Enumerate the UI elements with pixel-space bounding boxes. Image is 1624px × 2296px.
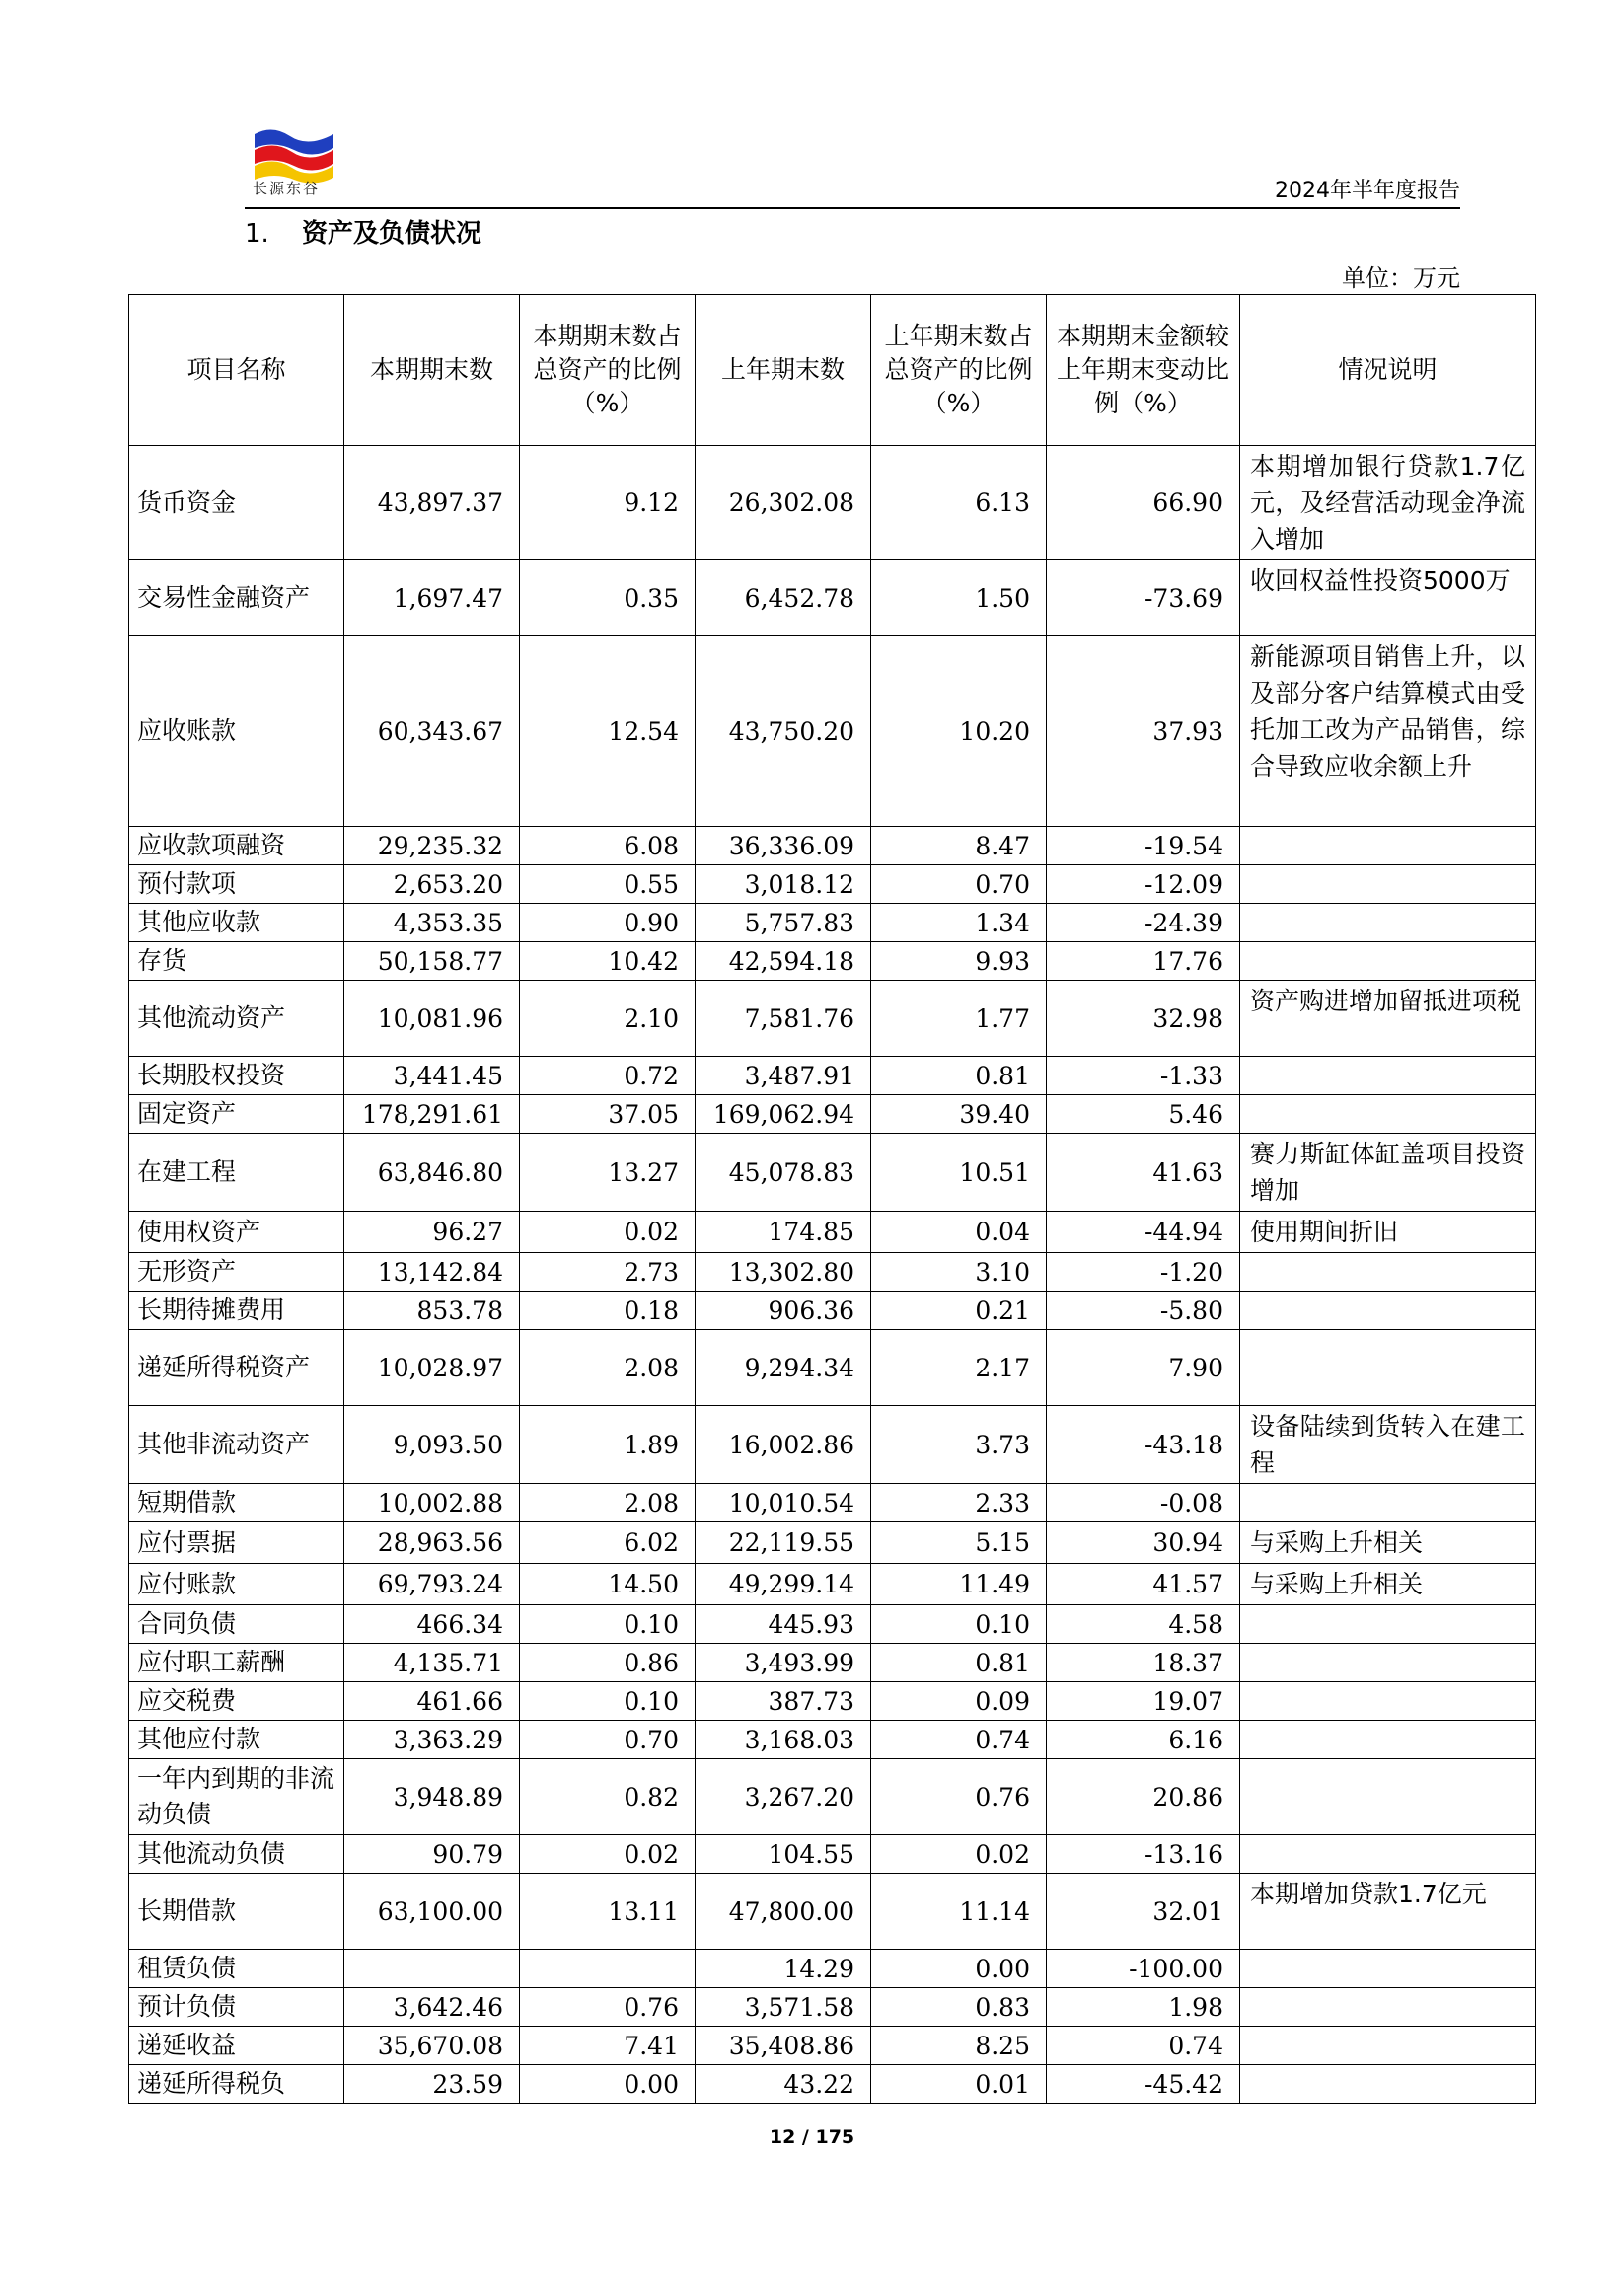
row-current-pct: 6.02 (520, 1522, 696, 1564)
row-change-pct: -1.33 (1047, 1057, 1240, 1095)
section-number: 1. (245, 219, 269, 249)
row-prior-value: 47,800.00 (696, 1874, 871, 1950)
table-row (129, 1988, 1536, 2027)
row-prior-value: 22,119.55 (696, 1522, 871, 1564)
row-prior-pct: 1.77 (871, 981, 1047, 1057)
row-current-pct: 9.12 (520, 446, 696, 560)
row-current-pct: 10.42 (520, 942, 696, 981)
row-change-pct: 37.93 (1047, 636, 1240, 827)
row-current-value: 43,897.37 (344, 446, 520, 560)
row-note (1240, 1330, 1536, 1406)
row-note (1240, 865, 1536, 904)
col-header-current: 本期期末数 (344, 295, 520, 446)
table-row (129, 1057, 1536, 1095)
row-current-value: 60,343.67 (344, 636, 520, 827)
row-prior-value: 104.55 (696, 1835, 871, 1874)
row-prior-value: 42,594.18 (696, 942, 871, 981)
row-prior-value: 3,168.03 (696, 1721, 871, 1759)
row-prior-pct: 9.93 (871, 942, 1047, 981)
row-prior-value: 3,267.20 (696, 1759, 871, 1835)
row-prior-pct: 0.76 (871, 1759, 1047, 1835)
row-change-pct: 17.76 (1047, 942, 1240, 981)
row-item-name: 应付职工薪酬 (129, 1644, 344, 1682)
row-current-pct: 6.08 (520, 827, 696, 865)
row-item-name: 应付票据 (129, 1522, 344, 1564)
row-current-value (344, 1950, 520, 1988)
row-current-value: 853.78 (344, 1292, 520, 1330)
row-prior-value: 35,408.86 (696, 2027, 871, 2065)
row-prior-value: 43.22 (696, 2065, 871, 2104)
row-current-pct: 13.11 (520, 1874, 696, 1950)
row-prior-value: 9,294.34 (696, 1330, 871, 1406)
row-item-name: 长期借款 (129, 1874, 344, 1950)
row-change-pct: 7.90 (1047, 1330, 1240, 1406)
table-row (129, 636, 1536, 827)
row-current-pct: 0.00 (520, 2065, 696, 2104)
row-current-pct: 0.18 (520, 1292, 696, 1330)
row-prior-value: 49,299.14 (696, 1564, 871, 1605)
row-prior-pct: 10.20 (871, 636, 1047, 827)
row-prior-value: 36,336.09 (696, 827, 871, 865)
row-change-pct: -24.39 (1047, 904, 1240, 942)
row-current-value: 90.79 (344, 1835, 520, 1874)
table-row (129, 2065, 1536, 2104)
row-change-pct: 20.86 (1047, 1759, 1240, 1835)
row-item-name: 递延所得税负 (129, 2065, 344, 2104)
row-current-pct: 2.10 (520, 981, 696, 1057)
row-prior-pct: 8.47 (871, 827, 1047, 865)
row-item-name: 递延收益 (129, 2027, 344, 2065)
row-current-value: 63,100.00 (344, 1874, 520, 1950)
row-item-name: 租赁负债 (129, 1950, 344, 1988)
row-prior-pct: 2.17 (871, 1330, 1047, 1406)
row-current-pct: 7.41 (520, 2027, 696, 2065)
row-current-value: 29,235.32 (344, 827, 520, 865)
row-current-value: 10,081.96 (344, 981, 520, 1057)
row-change-pct: -0.08 (1047, 1484, 1240, 1522)
col-header-note: 情况说明 (1240, 295, 1536, 446)
row-current-value: 3,948.89 (344, 1759, 520, 1835)
table-row (129, 981, 1536, 1057)
row-current-value: 63,846.80 (344, 1134, 520, 1212)
row-note: 赛力斯缸体缸盖项目投资增加 (1240, 1134, 1536, 1212)
row-item-name: 预计负债 (129, 1988, 344, 2027)
row-item-name: 其他流动负债 (129, 1835, 344, 1874)
row-note (1240, 1682, 1536, 1721)
row-note (1240, 1835, 1536, 1874)
row-prior-pct: 39.40 (871, 1095, 1047, 1134)
row-current-value: 35,670.08 (344, 2027, 520, 2065)
row-prior-pct: 0.81 (871, 1057, 1047, 1095)
row-prior-value: 45,078.83 (696, 1134, 871, 1212)
row-note (1240, 1095, 1536, 1134)
row-change-pct: -100.00 (1047, 1950, 1240, 1988)
row-note (1240, 942, 1536, 981)
row-change-pct: 41.63 (1047, 1134, 1240, 1212)
row-prior-pct: 11.49 (871, 1564, 1047, 1605)
table-header-row (129, 295, 1536, 446)
row-change-pct: -73.69 (1047, 560, 1240, 636)
row-change-pct: -5.80 (1047, 1292, 1240, 1330)
row-item-name: 短期借款 (129, 1484, 344, 1522)
row-change-pct: 4.58 (1047, 1605, 1240, 1644)
row-note: 使用期间折旧 (1240, 1212, 1536, 1253)
row-current-pct: 0.82 (520, 1759, 696, 1835)
row-current-value: 466.34 (344, 1605, 520, 1644)
row-note (1240, 1253, 1536, 1292)
row-prior-pct: 0.09 (871, 1682, 1047, 1721)
row-prior-value: 43,750.20 (696, 636, 871, 827)
row-note: 本期增加银行贷款1.7亿元，及经营活动现金净流入增加 (1240, 446, 1536, 560)
header-divider (245, 207, 1460, 209)
row-prior-pct: 5.15 (871, 1522, 1047, 1564)
row-change-pct: -45.42 (1047, 2065, 1240, 2104)
table-row (129, 1134, 1536, 1212)
row-item-name: 货币资金 (129, 446, 344, 560)
row-current-value: 96.27 (344, 1212, 520, 1253)
row-change-pct: 1.98 (1047, 1988, 1240, 2027)
col-header-item: 项目名称 (129, 295, 344, 446)
row-current-pct: 12.54 (520, 636, 696, 827)
row-change-pct: -12.09 (1047, 865, 1240, 904)
row-note (1240, 1988, 1536, 2027)
balance-sheet-table (128, 294, 1536, 2104)
table-row (129, 1253, 1536, 1292)
row-current-value: 13,142.84 (344, 1253, 520, 1292)
row-item-name: 递延所得税资产 (129, 1330, 344, 1406)
row-note: 设备陆续到货转入在建工程 (1240, 1406, 1536, 1484)
row-item-name: 交易性金融资产 (129, 560, 344, 636)
row-prior-value: 16,002.86 (696, 1406, 871, 1484)
row-note: 与采购上升相关 (1240, 1564, 1536, 1605)
row-item-name: 一年内到期的非流动负债 (129, 1759, 344, 1835)
table-row (129, 904, 1536, 942)
row-prior-pct: 2.33 (871, 1484, 1047, 1522)
col-header-prior-pct: 上年期末数占总资产的比例（%） (871, 295, 1047, 446)
row-prior-pct: 0.00 (871, 1950, 1047, 1988)
row-item-name: 固定资产 (129, 1095, 344, 1134)
col-header-change: 本期期末金额较上年期末变动比例（%） (1047, 295, 1240, 446)
row-item-name: 长期待摊费用 (129, 1292, 344, 1330)
row-prior-pct: 0.04 (871, 1212, 1047, 1253)
row-prior-value: 445.93 (696, 1605, 871, 1644)
table-row (129, 865, 1536, 904)
col-header-prior: 上年期末数 (696, 295, 871, 446)
row-current-pct: 1.89 (520, 1406, 696, 1484)
row-item-name: 其他非流动资产 (129, 1406, 344, 1484)
section-title-text: 资产及负债状况 (302, 219, 482, 249)
row-current-pct: 0.76 (520, 1988, 696, 2027)
row-item-name: 应交税费 (129, 1682, 344, 1721)
row-current-value: 4,135.71 (344, 1644, 520, 1682)
row-note: 本期增加贷款1.7亿元 (1240, 1874, 1536, 1950)
row-current-value: 69,793.24 (344, 1564, 520, 1605)
row-item-name: 无形资产 (129, 1253, 344, 1292)
row-prior-value: 3,487.91 (696, 1057, 871, 1095)
row-change-pct: 30.94 (1047, 1522, 1240, 1564)
row-current-value: 178,291.61 (344, 1095, 520, 1134)
row-prior-pct: 10.51 (871, 1134, 1047, 1212)
unit-label: 单位：万元 (1342, 264, 1460, 292)
section-title (245, 213, 481, 250)
table-row (129, 1835, 1536, 1874)
row-prior-pct: 0.83 (871, 1988, 1047, 2027)
row-change-pct: 32.98 (1047, 981, 1240, 1057)
report-title: 2024年半年度报告 (1275, 179, 1460, 203)
row-current-pct: 0.90 (520, 904, 696, 942)
row-item-name: 预付款项 (129, 865, 344, 904)
row-note (1240, 1950, 1536, 1988)
row-current-pct: 13.27 (520, 1134, 696, 1212)
row-current-value: 3,441.45 (344, 1057, 520, 1095)
row-item-name: 应收账款 (129, 636, 344, 827)
row-prior-pct: 0.74 (871, 1721, 1047, 1759)
table-row (129, 1950, 1536, 1988)
col-header-current-pct: 本期期末数占总资产的比例（%） (520, 295, 696, 446)
row-prior-value: 3,571.58 (696, 1988, 871, 2027)
row-prior-value: 174.85 (696, 1212, 871, 1253)
table-row (129, 1564, 1536, 1605)
row-prior-value: 3,493.99 (696, 1644, 871, 1682)
row-current-value: 50,158.77 (344, 942, 520, 981)
row-current-pct: 0.10 (520, 1682, 696, 1721)
row-note (1240, 1484, 1536, 1522)
row-prior-value: 10,010.54 (696, 1484, 871, 1522)
row-current-value: 10,028.97 (344, 1330, 520, 1406)
row-note (1240, 2065, 1536, 2104)
row-change-pct: 0.74 (1047, 2027, 1240, 2065)
table-row (129, 1330, 1536, 1406)
row-current-pct: 0.70 (520, 1721, 696, 1759)
row-change-pct: 18.37 (1047, 1644, 1240, 1682)
row-item-name: 在建工程 (129, 1134, 344, 1212)
row-current-value: 23.59 (344, 2065, 520, 2104)
table-row (129, 1292, 1536, 1330)
row-note (1240, 1644, 1536, 1682)
row-change-pct: 5.46 (1047, 1095, 1240, 1134)
row-prior-pct: 11.14 (871, 1874, 1047, 1950)
row-current-value: 3,642.46 (344, 1988, 520, 2027)
table-row (129, 1759, 1536, 1835)
table-row (129, 1522, 1536, 1564)
table-row (129, 827, 1536, 865)
row-change-pct: 32.01 (1047, 1874, 1240, 1950)
row-prior-pct: 8.25 (871, 2027, 1047, 2065)
row-item-name: 长期股权投资 (129, 1057, 344, 1095)
table-row (129, 560, 1536, 636)
row-change-pct: -19.54 (1047, 827, 1240, 865)
row-prior-value: 387.73 (696, 1682, 871, 1721)
row-prior-pct: 0.21 (871, 1292, 1047, 1330)
table-row (129, 1605, 1536, 1644)
row-note (1240, 2027, 1536, 2065)
row-current-pct: 0.55 (520, 865, 696, 904)
row-change-pct: -44.94 (1047, 1212, 1240, 1253)
row-current-pct: 0.02 (520, 1212, 696, 1253)
row-note: 收回权益性投资5000万 (1240, 560, 1536, 636)
row-current-pct: 2.73 (520, 1253, 696, 1292)
row-change-pct: -1.20 (1047, 1253, 1240, 1292)
table-row (129, 1484, 1536, 1522)
row-prior-pct: 3.73 (871, 1406, 1047, 1484)
row-change-pct: -43.18 (1047, 1406, 1240, 1484)
table-row (129, 1682, 1536, 1721)
row-current-value: 3,363.29 (344, 1721, 520, 1759)
row-prior-pct: 1.34 (871, 904, 1047, 942)
row-change-pct: 66.90 (1047, 446, 1240, 560)
row-change-pct: 19.07 (1047, 1682, 1240, 1721)
table-row (129, 1644, 1536, 1682)
row-item-name: 应收款项融资 (129, 827, 344, 865)
row-item-name: 存货 (129, 942, 344, 981)
page-number: 12 / 175 (769, 2126, 855, 2148)
table-row (129, 942, 1536, 981)
row-note (1240, 904, 1536, 942)
row-prior-pct: 0.70 (871, 865, 1047, 904)
table-row (129, 1406, 1536, 1484)
table-row (129, 1721, 1536, 1759)
row-note (1240, 1759, 1536, 1835)
row-current-value: 2,653.20 (344, 865, 520, 904)
row-prior-value: 906.36 (696, 1292, 871, 1330)
row-current-pct: 0.35 (520, 560, 696, 636)
row-note (1240, 1292, 1536, 1330)
row-current-pct: 14.50 (520, 1564, 696, 1605)
row-note: 新能源项目销售上升，以及部分客户结算模式由受托加工改为产品销售，综合导致应收余额上升 (1240, 636, 1536, 827)
row-note: 与采购上升相关 (1240, 1522, 1536, 1564)
row-prior-pct: 1.50 (871, 560, 1047, 636)
row-prior-pct: 0.10 (871, 1605, 1047, 1644)
row-prior-value: 5,757.83 (696, 904, 871, 942)
row-current-value: 461.66 (344, 1682, 520, 1721)
row-note (1240, 1721, 1536, 1759)
table-row (129, 1212, 1536, 1253)
row-current-pct: 0.10 (520, 1605, 696, 1644)
row-current-value: 4,353.35 (344, 904, 520, 942)
row-item-name: 其他应收款 (129, 904, 344, 942)
row-prior-pct: 0.02 (871, 1835, 1047, 1874)
row-prior-value: 26,302.08 (696, 446, 871, 560)
row-prior-value: 13,302.80 (696, 1253, 871, 1292)
row-note (1240, 1057, 1536, 1095)
row-prior-value: 7,581.76 (696, 981, 871, 1057)
row-prior-pct: 0.01 (871, 2065, 1047, 2104)
row-item-name: 合同负债 (129, 1605, 344, 1644)
row-change-pct: -13.16 (1047, 1835, 1240, 1874)
row-current-pct: 37.05 (520, 1095, 696, 1134)
table-row (129, 1095, 1536, 1134)
row-prior-value: 169,062.94 (696, 1095, 871, 1134)
table-row (129, 2027, 1536, 2065)
row-change-pct: 41.57 (1047, 1564, 1240, 1605)
row-current-value: 28,963.56 (344, 1522, 520, 1564)
row-current-pct: 0.72 (520, 1057, 696, 1095)
row-item-name: 应付账款 (129, 1564, 344, 1605)
row-current-value: 1,697.47 (344, 560, 520, 636)
row-current-pct: 2.08 (520, 1484, 696, 1522)
row-current-pct: 0.86 (520, 1644, 696, 1682)
row-item-name: 使用权资产 (129, 1212, 344, 1253)
row-current-pct: 0.02 (520, 1835, 696, 1874)
row-prior-value: 14.29 (696, 1950, 871, 1988)
logo-text: 长源东谷 (253, 180, 321, 197)
row-current-pct (520, 1950, 696, 1988)
row-current-pct: 2.08 (520, 1330, 696, 1406)
row-current-value: 10,002.88 (344, 1484, 520, 1522)
row-prior-pct: 0.81 (871, 1644, 1047, 1682)
row-prior-pct: 6.13 (871, 446, 1047, 560)
table-row (129, 1874, 1536, 1950)
row-note (1240, 1605, 1536, 1644)
row-item-name: 其他流动资产 (129, 981, 344, 1057)
row-item-name: 其他应付款 (129, 1721, 344, 1759)
row-current-value: 9,093.50 (344, 1406, 520, 1484)
row-note (1240, 827, 1536, 865)
row-note: 资产购进增加留抵进项税 (1240, 981, 1536, 1057)
row-change-pct: 6.16 (1047, 1721, 1240, 1759)
row-prior-value: 3,018.12 (696, 865, 871, 904)
row-prior-pct: 3.10 (871, 1253, 1047, 1292)
row-prior-value: 6,452.78 (696, 560, 871, 636)
table-row (129, 446, 1536, 560)
